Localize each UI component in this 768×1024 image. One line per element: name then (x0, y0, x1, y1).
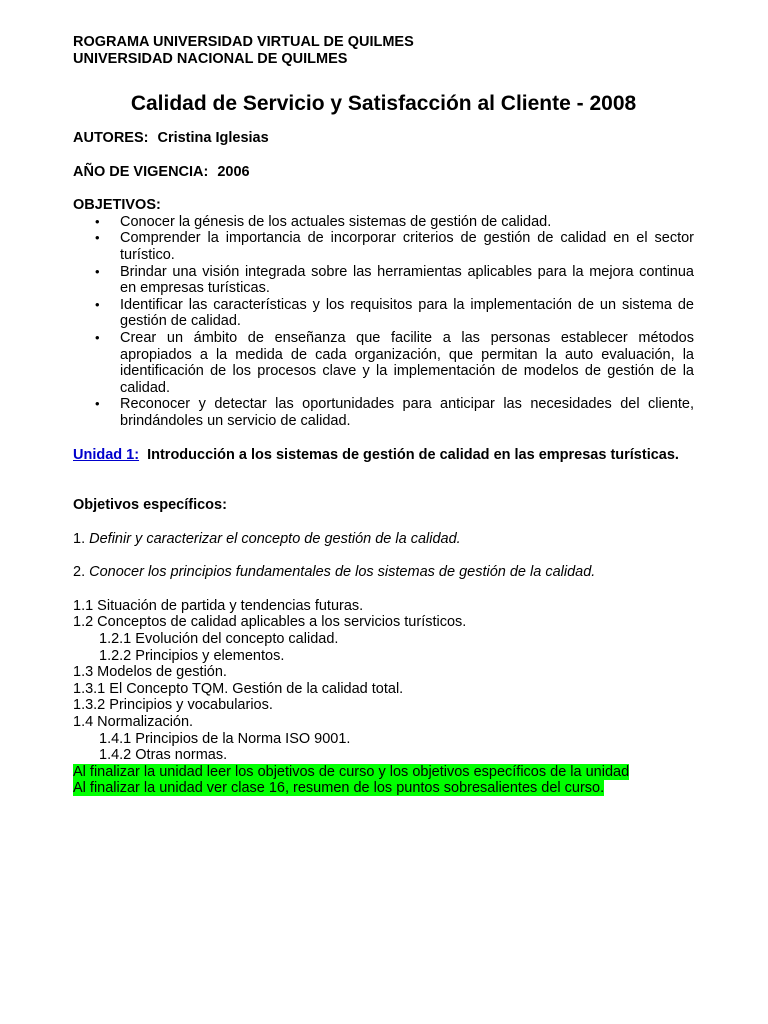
unit-link[interactable]: Unidad 1: (73, 446, 140, 463)
list-item: • Brindar una visión integrada sobre las herramientas aplicables para la mejora continua en empresas turísticas. (73, 264, 694, 297)
list-item: • Identificar las características y los requisitos para la implementación de un sistema de gestión de calidad. (73, 297, 694, 330)
specific-objectives-heading: Objetivos específicos: (73, 497, 227, 514)
toc-item: 1.4.1 Principios de la Norma ISO 9001. (99, 730, 351, 747)
specific-objective-2-text: Conocer los principios fundamentales de los sistemas de gestión de la calidad. (89, 564, 596, 581)
list-item: • Conocer la génesis de los actuales sistemas de gestión de calidad. (73, 214, 694, 231)
highlighted-note-2 (73, 780, 694, 797)
note-text: Al finalizar la unidad ver clase 16, resumen de los puntos sobresalientes del curso. (73, 780, 605, 797)
specific-objective-1-text: Definir y caracterizar el concepto de gestión de la calidad. (89, 530, 461, 547)
toc-item: 1.2 Conceptos de calidad aplicables a los servicios turísticos. (73, 614, 467, 631)
document-page (73, 34, 694, 797)
specific-objective-2-number: 2. (73, 564, 86, 581)
unit-heading (73, 447, 694, 464)
toc-item: 1.3 Modelos de gestión. (73, 664, 227, 681)
specific-objective-1-number: 1. (73, 530, 86, 547)
toc-item: 1.1 Situación de partida y tendencias futuras. (73, 597, 364, 614)
toc-item: 1.4.2 Otras normas. (99, 747, 228, 764)
toc-item: 1.3.1 El Concepto TQM. Gestión de la calidad total. (73, 680, 404, 697)
document-title: Calidad de Servicio y Satisfacción al Cliente - 2008 (130, 92, 637, 115)
objetivos-list (73, 214, 694, 430)
header-program: ROGRAMA UNIVERSIDAD VIRTUAL DE QUILMES (73, 34, 414, 50)
objetivos-heading: OBJETIVOS: (73, 197, 161, 214)
header-university: UNIVERSIDAD NACIONAL DE QUILMES (73, 51, 348, 67)
list-item: • Comprender la importancia de incorporar criterios de gestión de calidad en el sector turístico. (73, 230, 694, 263)
highlighted-note-1 (73, 764, 694, 781)
vigencia-field (73, 164, 694, 181)
vigencia-label: AÑO DE VIGENCIA: (73, 163, 209, 180)
unit-contents (73, 598, 694, 797)
specific-objective-1 (73, 531, 694, 548)
list-item: • Crear un ámbito de enseñanza que facilite a las personas establecer métodos apropiados a la medida de cada organización, que permitan la auto evaluación, la identificación de los procesos clave y la implementación de modelos de gestión de la calidad. (73, 330, 694, 396)
toc-item: 1.4 Normalización. (73, 714, 194, 731)
autores-value: Cristina Iglesias (157, 130, 269, 146)
note-text: Al finalizar la unidad leer los objetivos de curso y los objetivos específicos de la unidad (73, 763, 630, 780)
specific-objective-2 (73, 564, 694, 581)
toc-item: 1.2.1 Evolución del concepto calidad. (99, 631, 339, 648)
toc-item: 1.2.2 Principios y elementos. (99, 647, 285, 664)
autores-label: AUTORES: (73, 130, 149, 146)
unit-title: Introducción a los sistemas de gestión de calidad en las empresas turísticas. (147, 446, 679, 463)
vigencia-value: 2006 (217, 163, 250, 180)
toc-item: 1.3.2 Principios y vocabularios. (73, 697, 273, 714)
list-item: • Reconocer y detectar las oportunidades para anticipar las necesidades del cliente, brindándoles un servicio de calidad. (73, 396, 694, 429)
autores-field (73, 130, 694, 147)
